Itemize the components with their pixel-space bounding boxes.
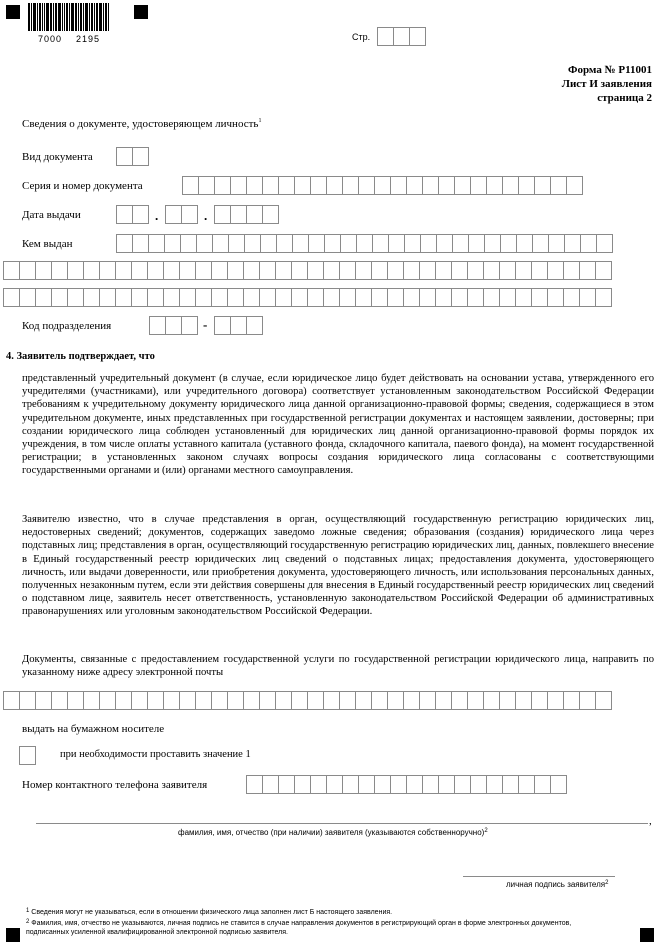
email-cells[interactable] [3,691,611,710]
fio-signature-line[interactable] [36,823,648,824]
issued-by-cells-row1[interactable] [116,234,612,253]
issue-day-cells[interactable] [116,205,148,224]
doc-type-label: Вид документа [22,151,93,163]
footnote-ref-2: 2 [484,828,488,834]
barcode [28,3,118,31]
issue-date-label: Дата выдачи [22,209,81,221]
paper-issue-hint: при необходимости проставить значение 1 [60,749,251,760]
fio-caption [178,828,488,837]
division-code-cells-2[interactable] [214,316,262,335]
footnote-2 [26,919,616,937]
id-section-title [22,118,261,130]
corner-marker-top-right [134,5,148,19]
footnote-ref-2: 2 [605,880,609,886]
date-separator: . [204,208,208,223]
sheet-title: Лист И заявления [561,78,652,90]
footnote-1-text: Сведения могут не указываться, если в отношении физического лица заполнен лист Б настоящего заявления. [31,909,393,916]
personal-signature-line[interactable] [463,876,615,877]
page-label: Стр. [352,32,371,42]
section4-paragraph-1: представленный учредительный документ (в случае, если юридическое лицо будет действовать на основании устава, утвержденного его учредителями (участниками), или учредительного договора) соответствует установленным законодательством Российской Федерации требованиям к учредительному документу юридического лица данной организационно-правовой формы; сведения, содержащиеся в этом учредительном документе, иных представленных при государственной регистрации документах и настоящем заявлении, достоверны; при создании юридического лица соблюден установленный для юридических лиц данной организационно-правовой формы порядок их учреждения, в том числе оплаты уставного капитала (уставного фонда, складочного капитала, паевого фонда), на момент государственной регистрации; в установленных законом случаях вопросы создания юридического лица согласованы с соответствующими государственными органами и (или) органами местного самоуправления. [22,373,654,477]
sign-caption-text: личная подпись заявителя [506,880,606,889]
doc-type-cells[interactable] [116,147,148,166]
paper-issue-checkbox[interactable] [19,746,36,765]
corner-marker-bottom-left [6,928,20,942]
corner-marker-bottom-right [640,928,654,942]
footnote-1-mark: 1 [26,908,30,914]
division-code-cells-1[interactable] [149,316,197,335]
fio-caption-text: фамилия, имя, отчество (при наличии) заявителя (указываются собственноручно) [178,828,485,837]
division-code-label: Код подразделения [22,320,112,332]
issue-year-cells[interactable] [214,205,278,224]
footnote-1 [26,908,626,917]
section4-title: 4. Заявитель подтверждает, что [6,351,155,362]
corner-marker-top-left [6,5,20,19]
issued-by-label: Кем выдан [22,238,73,250]
section4-paragraph-2: Заявителю известно, что в случае представления в орган, осуществляющий государственную регистрацию юридических лиц, недостоверных сведений; документов, содержащих заведомо ложные сведения; образования (создания) юридического лица через подставных лиц; представления в орган, осуществляющий государственную регистрацию юридических лиц, данных, повлекшего внесение в Единый государственный реестр юридических лиц сведений о подставных лицах; предоставления документа, удостоверяющего личность, или выдачи доверенности, или приобретения документа, удостоверяющего личность, или использования персональных данных, полученных незаконным путем, если эти действия совершены для внесения в Единый государственный реестр юридических лиц сведений о подставном лице, заявитель несет ответственность, установленную законодательством Российской Федерации об административных правонарушениях или уголовным законодательством Российской Федерации. [22,514,654,618]
phone-label: Номер контактного телефона заявителя [22,779,208,791]
section4-paragraph-3: Документы, связанные с предоставлением государственной услуги по государственной регистрации юридического лица, направить по указанному ниже адресу электронной почты [22,654,654,679]
paper-issue-label: выдать на бумажном носителе [22,723,165,735]
footnote-ref-1: 1 [258,118,262,124]
id-section-title-text: Сведения о документе, удостоверяющем личность [22,118,259,130]
barcode-number: 7000 2195 [38,34,101,44]
form-title: Форма № Р11001 [568,64,652,76]
footnote-2-text: Фамилия, имя, отчество не указываются, личная подпись не ставится в случае направления документов в регистрирующий орган в форме электронных документов, подписанных усиленной квалифицированной электронной подписью заявителя. [26,920,572,936]
issued-by-cells-row2[interactable] [3,261,611,280]
series-number-label: Серия и номер документа [22,180,143,192]
division-code-dash: - [203,317,208,332]
footnote-2-mark: 2 [26,919,30,925]
phone-cells[interactable] [246,775,566,794]
issue-month-cells[interactable] [165,205,197,224]
date-separator: . [155,208,159,223]
issued-by-cells-row3[interactable] [3,288,611,307]
fio-trailing-comma: , [649,815,652,827]
series-number-cells[interactable] [182,176,582,195]
page-title: страница 2 [597,92,652,104]
sign-caption [506,880,608,889]
page-number-cells[interactable] [377,27,425,46]
